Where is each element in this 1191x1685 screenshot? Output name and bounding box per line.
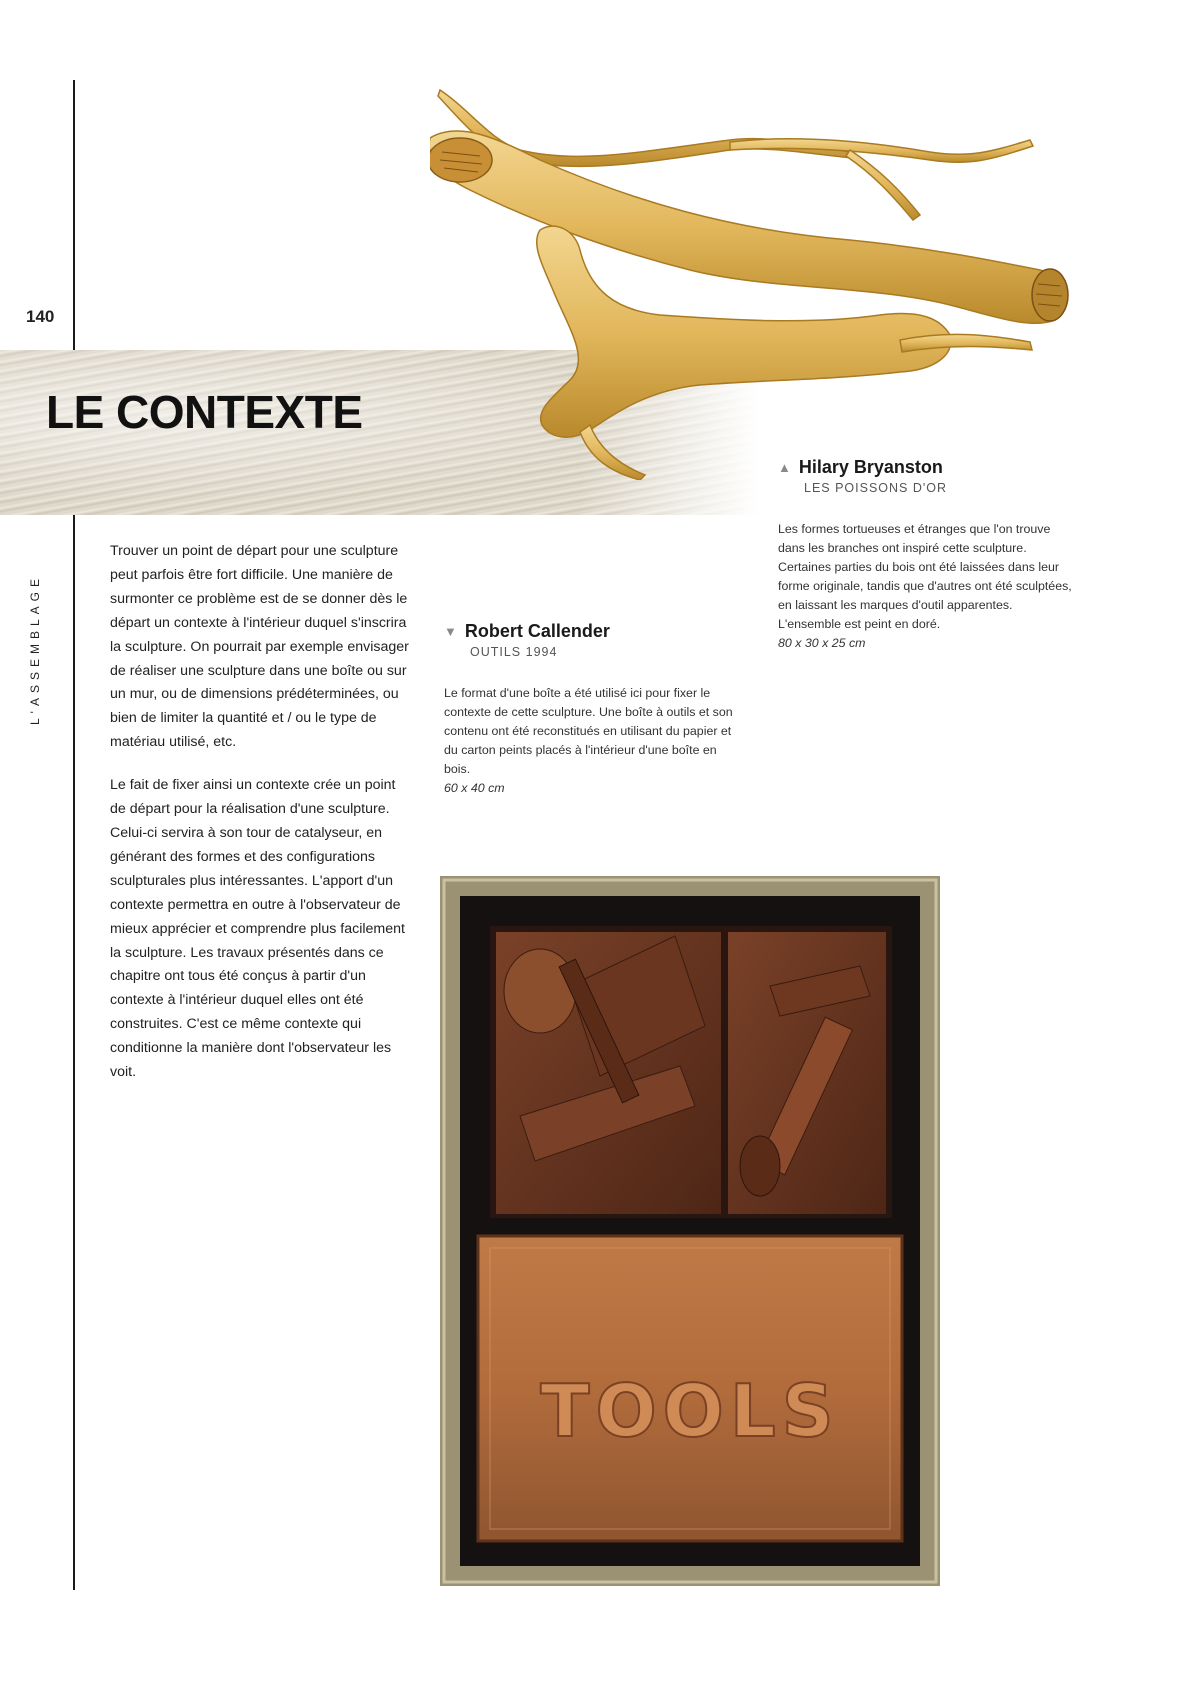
caption-dimensions: 80 x 30 x 25 cm [778,636,866,650]
work-title: OUTILS 1994 [470,645,558,659]
caption-description: Le format d'une boîte a été utilisé ici pour fixer le contexte de cette sculpture. Une boîte à outils et son contenu ont été reconstitués en utilisant du papier et du carton peints placés à l'intérieur d'une boîte en bois. [444,686,733,776]
toolbox-inscription: TOOLS [540,1369,840,1453]
golden-branch-sculpture [430,80,1140,480]
down-arrow-icon: ▼ [444,624,457,639]
body-paragraph-1: Trouver un point de départ pour une sculpture peut parfois être fort difficile. Une manière de surmonter ce problème est de se donner dès le départ un contexte à l'intérieur duquel s'inscrira la sculpture. On pourrait par exemple envisager de réaliser une sculpture dans une boîte ou sur un mur, ou de dimensions prédéterminées, ou bien de limiter la quantité et / ou le type de matériau utilisé, etc. [110,543,409,751]
body-text [110,540,410,1104]
margin-rule-bottom [73,515,75,1590]
page-number: 140 [26,307,55,326]
caption-description: Les formes tortueuses et étranges que l'on trouve dans les branches ont inspiré cette sculpture. Certaines parties du bois ont été laissées dans leur forme originale, tandis que d'autres ont été sculptées, en laissant les marques d'outil apparentes. L'ensemble est peint en doré. [778,522,1072,631]
margin-rule-top [73,80,75,350]
caption-callender [444,622,734,798]
caption-bryanston [778,458,1078,653]
toolbox-artwork [440,876,940,1586]
body-paragraph-2: Le fait de fixer ainsi un contexte crée un point de départ pour la réalisation d'une sculpture. Celui-ci servira à son tour de catalyseur, en générant des formes et des configurations sculpturales plus intéressantes. L'apport d'un contexte permettra en outre à l'observateur de mieux apprécier et comprendre plus facilement la sculpture. Les travaux présentés dans ce chapitre ont tous été conçus à partir d'un contexte à l'intérieur duquel elles ont été construites. C'est ce même contexte qui conditionne la manière dont l'observateur les voit. [110,777,405,1081]
section-title: LE CONTEXTE [46,386,363,438]
artist-name: Robert Callender [464,621,610,641]
up-arrow-icon: ▲ [778,460,791,475]
work-title: LES POISSONS D'OR [804,481,948,495]
chapter-side-label: L'ASSEMBLAGE [28,574,42,725]
caption-dimensions: 60 x 40 cm [444,781,505,795]
artist-name: Hilary Bryanston [798,457,943,477]
